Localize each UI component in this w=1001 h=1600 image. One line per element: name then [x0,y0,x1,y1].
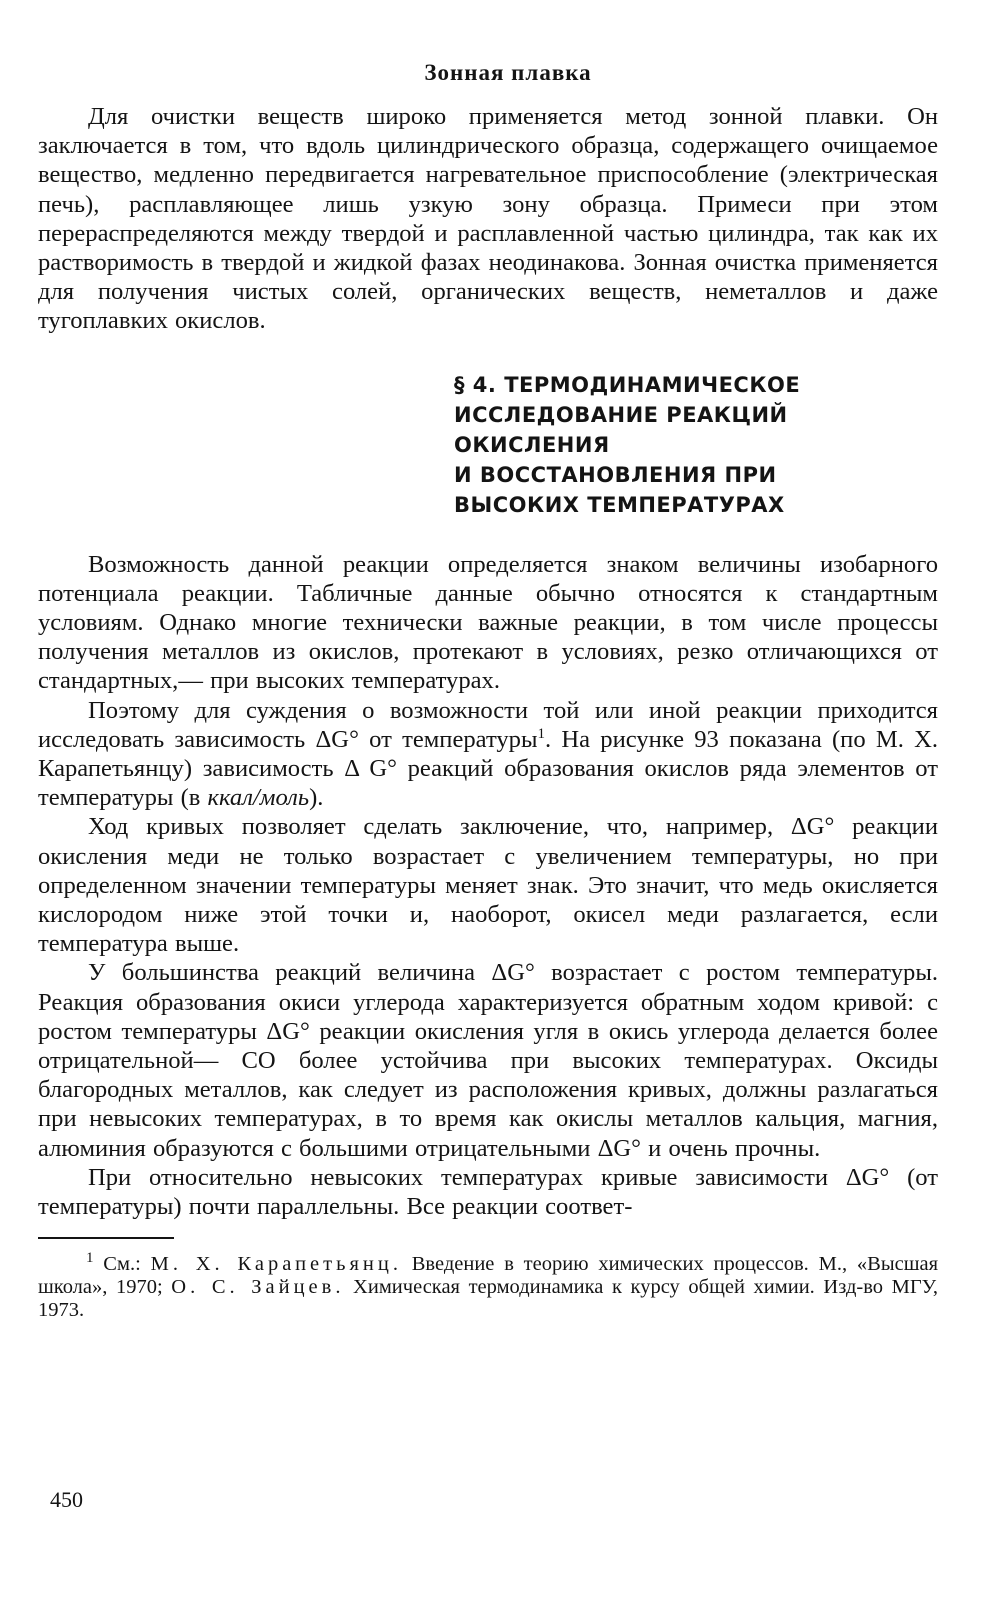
paragraph-zone-melting: Для очистки веществ широко применяется метод зонной плавки. Он заключается в том, что вдоль цилиндрического образца, содержащего очищаемое вещество, медленно передвигается нагревательное приспособление (электрическая печь), расплавляющее лишь узкую зону образца. Примеси при этом перераспределяются между твердой и расплавленной частью цилиндра, так как их растворимость в твердой и жидкой фазах неодинакова. Зонная очистка применяется для получения чистых солей, органических веществ, неметаллов и даже тугоплавких окислов. [38,103,938,335]
paragraph-3: Ход кривых позволяет сделать заключение, что, например, ΔG° реакции окисления меди не только возрастает с увеличением температуры, но при определенном значении температуры меняет знак. Это значит, что медь окисляется кислородом ниже этой точки и, наоборот, окисел меди разлагается, если температура выше. [38,813,938,958]
footnote-reference: 1 [537,725,545,742]
footnote-author-2: О. С. Зайцев. [171,1276,345,1299]
section-title-line-2: ИССЛЕДОВАНИЕ РЕАКЦИЙ [454,402,788,427]
unit-italic: ккал/моль [207,784,310,812]
footnote-author-1: М. Х. Карапетьянц. [150,1253,402,1276]
footnote-prefix: См.: [93,1253,151,1276]
paragraph-2-part-3: ). [309,784,324,812]
subheading: Зонная плавка [424,60,592,85]
page-number: 450 [50,1487,83,1512]
section-title-line-5: ВЫСОКИХ ТЕМПЕРАТУРАХ [454,492,785,517]
paragraph-2-part-2: . На рисунке 93 показана (по М. Х. Карапетьянцу) зависимость Δ G° реакций образования окислов ряда элементов от температуры (в [38,725,938,812]
paragraph-5: При относительно невысоких температурах кривые зависимости ΔG° (от температуры) почти параллельны. Все реакции соответ- [38,1163,938,1221]
section-title-line-3: ОКИСЛЕНИЯ [454,432,610,457]
footnote-text-1: Введение в теорию химических процессов. М., «Высшая школа», 1970; [38,1253,939,1299]
paragraph-4: У большинства реакций величина ΔG° возрастает с ростом температуры. Реакция образования окиси углерода характеризуется обратным ходом кривой: с ростом температуры ΔG° реакции окисления угля в окись углерода делается более отрицательной— CO более устойчива при высоких температурах. Оксиды благородных металлов, как следует из расположения кривых, должны разлагаться при невысоких температурах, в то время как окислы металлов кальция, магния, алюминия образуются с большими отрицательными ΔG° и очень прочны. [38,959,938,1162]
footnote-marker: 1 [86,1250,94,1267]
paragraph-2-part-1: Поэтому для суждения о возможности той или иной реакции приходится исследовать зависимость ΔG° от температуры [38,696,938,753]
footnote [38,1250,939,1322]
section-title [454,370,938,520]
page-body [38,58,938,1322]
section-title-line-1: § 4. ТЕРМОДИНАМИЧЕСКОЕ [454,372,801,397]
footnote-divider [38,1237,174,1239]
paragraph-2 [38,696,938,813]
footnote-text-2: Химическая термодинамика к курсу общей химии. Изд-во МГУ, 1973. [38,1276,938,1322]
paragraph-1: Возможность данной реакции определяется знаком величины изобарного потенциала реакции. Табличные данные обычно относятся к стандартным условиям. Однако многие технически важные реакции, в том числе процессы получения металлов из окислов, протекают в условиях, резко отличающихся от стандартных,— при высоких температурах. [38,550,938,695]
section-title-line-4: И ВОССТАНОВЛЕНИЯ ПРИ [454,462,777,487]
